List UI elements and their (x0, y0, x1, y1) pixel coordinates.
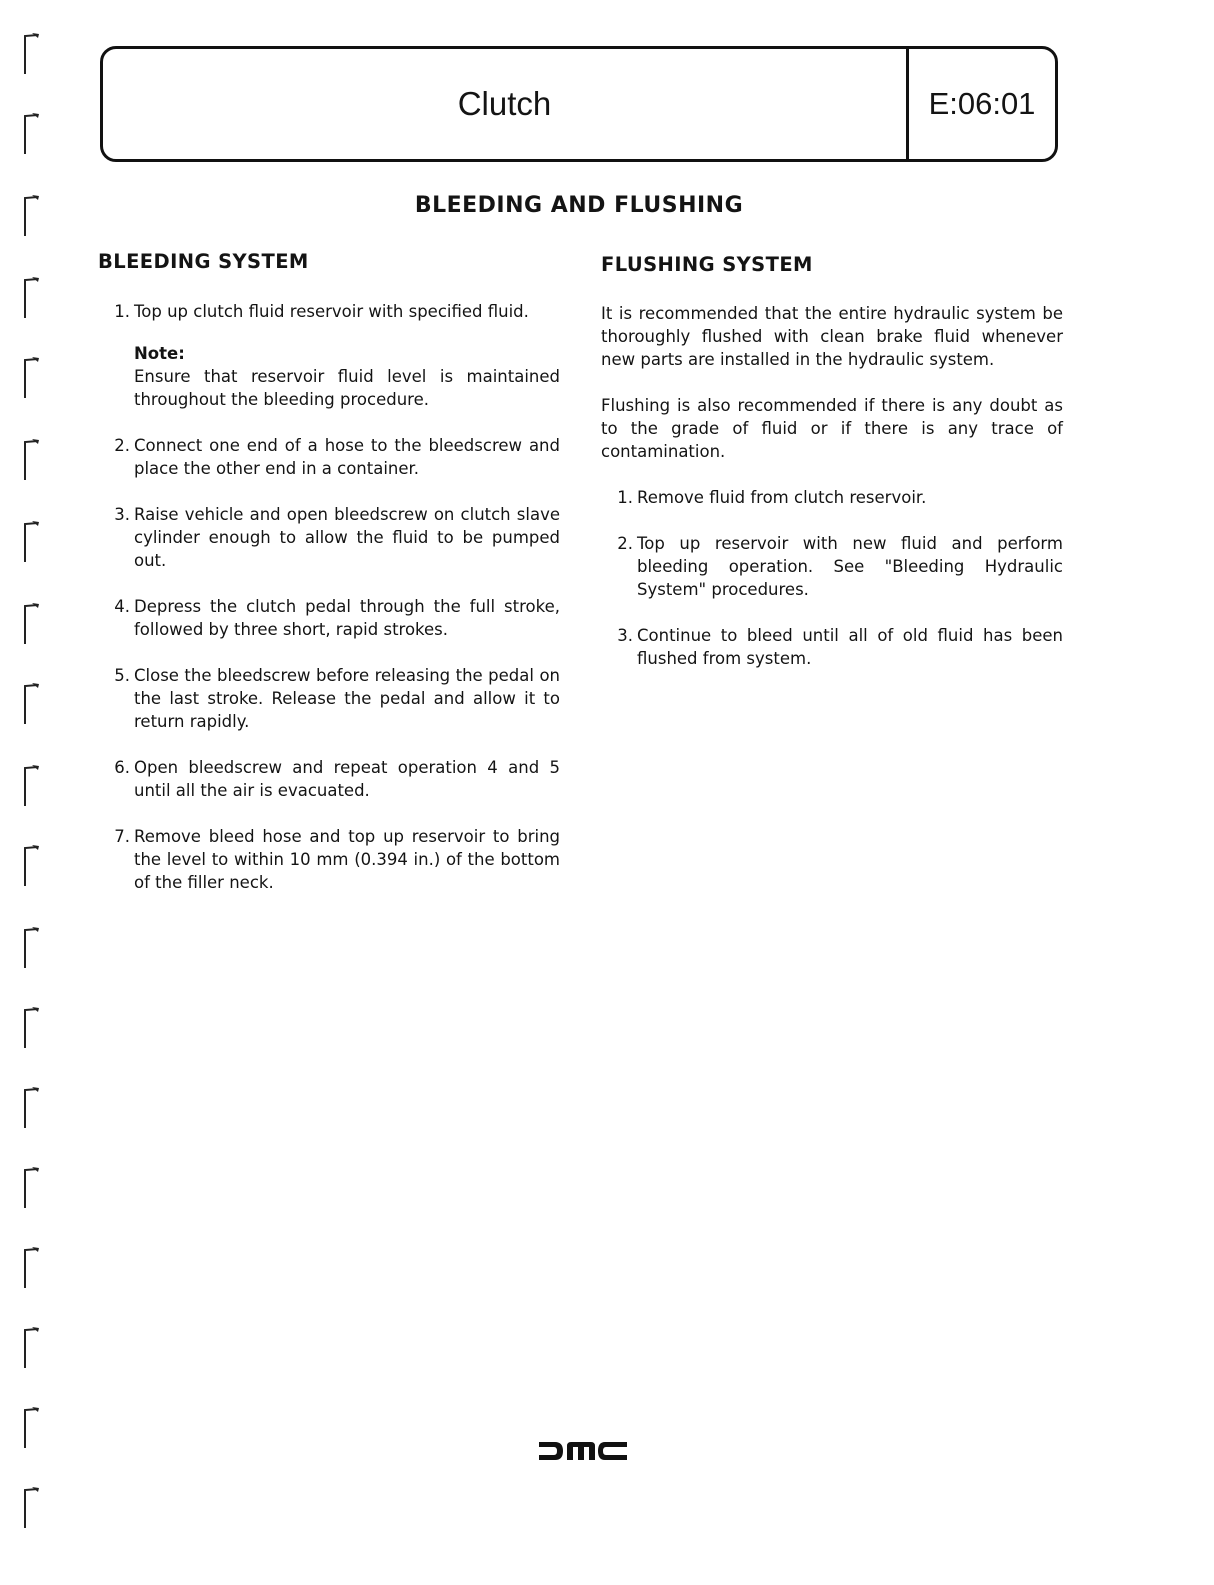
flushing-column (601, 250, 1063, 693)
step-number: 5. (114, 666, 130, 685)
step-number: 7. (114, 827, 130, 846)
binder-hook-icon (22, 1406, 40, 1450)
step-number: 6. (114, 758, 130, 777)
bleeding-step (98, 756, 560, 802)
bleeding-note (134, 342, 560, 411)
section-title: BLEEDING AND FLUSHING (414, 193, 744, 218)
step-text: Remove fluid from clutch reservoir. (637, 488, 927, 507)
binder-hook-icon (22, 438, 40, 482)
step-number: 1. (617, 488, 633, 507)
step-text: Top up reservoir with new fluid and perform bleeding operation. See "Bleeding Hydraulic System" procedures. (637, 534, 1063, 599)
flushing-paragraph: It is recommended that the entire hydraulic system be thoroughly flushed with clean brake fluid whenever new parts are installed in the hydraulic system. (601, 304, 1063, 369)
bleeding-step (98, 825, 560, 894)
binder-hook-icon (22, 194, 40, 238)
binder-hook-icon (22, 1486, 40, 1530)
binder-hook-icon (22, 682, 40, 726)
page-header (100, 46, 1058, 162)
binder-hook-icon (22, 926, 40, 970)
binder-hook-icon (22, 1326, 40, 1370)
binder-hook-icon (22, 1166, 40, 1210)
dmc-logo-icon (537, 1440, 629, 1462)
step-text: Remove bleed hose and top up reservoir to bring the level to within 10 mm (0.394 in.) of the bottom of the filler neck. (134, 827, 560, 892)
binder-hook-icon (22, 356, 40, 400)
dmc-logo (537, 1440, 629, 1462)
step-number: 4. (114, 597, 130, 616)
step-number: 2. (114, 436, 130, 455)
step-text: Depress the clutch pedal through the full stroke, followed by three short, rapid strokes. (134, 597, 560, 639)
flushing-step (601, 532, 1063, 601)
flushing-paragraph: Flushing is also recommended if there is any doubt as to the grade of fluid or if there is any trace of contamination. (601, 396, 1063, 461)
step-number: 2. (617, 534, 633, 553)
step-text: Continue to bleed until all of old fluid has been flushed from system. (637, 626, 1063, 668)
binder-hook-icon (22, 520, 40, 564)
binder-hook-icon (22, 276, 40, 320)
step-number: 1. (114, 302, 130, 321)
step-text: Close the bleedscrew before releasing the pedal on the last stroke. Release the pedal and allow it to return rapidly. (134, 666, 560, 731)
binder-hook-icon (22, 602, 40, 646)
section-code: E:06:01 (928, 86, 1036, 121)
bleeding-column (98, 250, 560, 917)
step-number: 3. (114, 505, 130, 524)
step-text: Open bleedscrew and repeat operation 4 and 5 until all the air is evacuated. (134, 758, 560, 800)
binder-hook-icon (22, 844, 40, 888)
binder-hook-icon (22, 1006, 40, 1050)
note-label: Note: (134, 344, 185, 363)
flushing-step (601, 624, 1063, 670)
step-text: Connect one end of a hose to the bleedscrew and place the other end in a container. (134, 436, 560, 478)
binder-hook-icon (22, 32, 40, 76)
step-number: 3. (617, 626, 633, 645)
flushing-step (601, 486, 1063, 509)
page-title: Clutch (457, 85, 552, 122)
bleeding-step (98, 664, 560, 733)
bleeding-step (98, 300, 560, 323)
binder-hook-icon (22, 112, 40, 156)
flushing-heading: FLUSHING SYSTEM (601, 253, 813, 276)
bleeding-step (98, 595, 560, 641)
bleeding-step (98, 503, 560, 572)
note-text: Ensure that reservoir fluid level is maintained throughout the bleeding procedure. (134, 367, 560, 409)
bleeding-step (98, 434, 560, 480)
step-text: Top up clutch fluid reservoir with specified fluid. (134, 302, 529, 321)
binder-hook-icon (22, 1246, 40, 1290)
step-text: Raise vehicle and open bleedscrew on clutch slave cylinder enough to allow the fluid to be pumped out. (134, 505, 560, 570)
bleeding-heading: BLEEDING SYSTEM (98, 250, 309, 273)
binder-hook-icon (22, 1086, 40, 1130)
binder-hook-icon (22, 764, 40, 808)
